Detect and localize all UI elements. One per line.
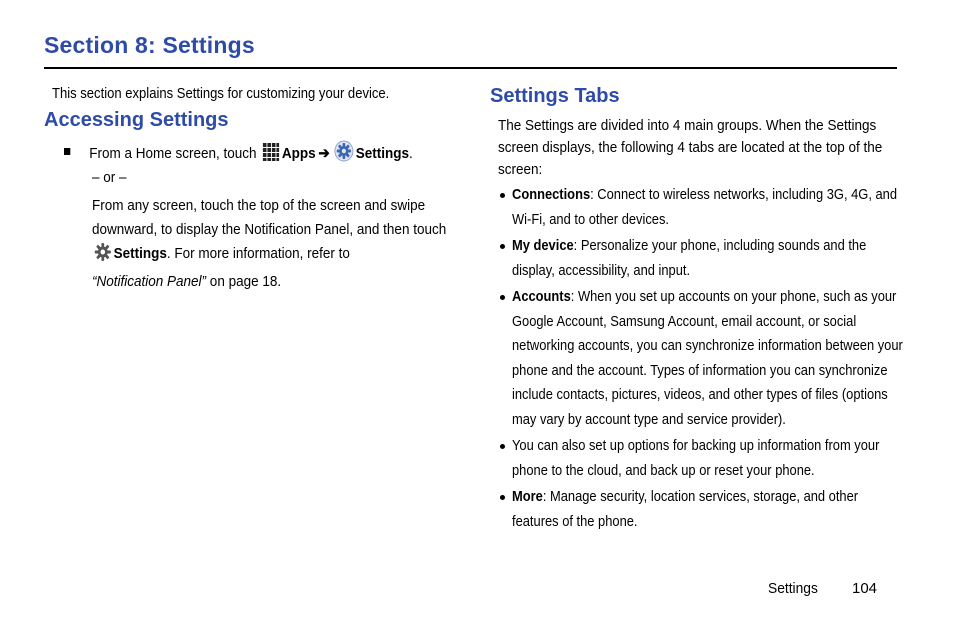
list-item xyxy=(498,285,943,432)
list-item xyxy=(498,434,943,483)
title-divider xyxy=(44,67,897,69)
list-item xyxy=(498,183,943,232)
bullet-dot-icon xyxy=(500,495,505,500)
para-text-2: . For more information, refer to xyxy=(166,245,350,262)
list-item xyxy=(498,485,943,534)
arrow-right-icon: ➔ xyxy=(318,145,330,162)
footer-section-label: Settings xyxy=(768,580,818,597)
heading-settings-tabs: Settings Tabs xyxy=(490,85,620,107)
item-term: My device xyxy=(512,237,574,254)
bullet-dot-icon xyxy=(500,444,505,449)
item-text: : Connect to wireless networks, including 3G, 4G, and Wi-Fi, and to other devices. xyxy=(512,186,898,228)
section-intro: This section explains Settings for customizing your device. xyxy=(52,86,390,102)
item-text: You can also set up options for backing up information from your phone to the cloud, and back up or reset your phone. xyxy=(512,437,880,479)
settings-gear-blue-icon xyxy=(334,140,354,170)
tabs-intro: The Settings are divided into 4 main groups. When the Settings screen displays, the following 4 tabs are located at the top of the screen: xyxy=(498,117,883,178)
item-text: : Manage security, location services, storage, and other features of the phone. xyxy=(512,488,859,530)
item-text: : Personalize your phone, including sounds and the display, accessibility, and input. xyxy=(512,237,867,279)
notification-panel-link[interactable]: “Notification Panel” xyxy=(92,273,207,290)
heading-accessing-settings: Accessing Settings xyxy=(44,109,229,131)
section-title: Section 8: Settings xyxy=(44,32,255,58)
or-separator: – or – xyxy=(92,169,127,186)
accessing-paragraph xyxy=(92,194,452,294)
settings-label: Settings xyxy=(355,145,410,162)
apps-grid-icon xyxy=(262,142,280,170)
page-number: 104 xyxy=(852,580,878,597)
bullet-dot-icon xyxy=(500,244,505,249)
bullet-suffix: . xyxy=(409,145,413,162)
item-term: More xyxy=(512,488,543,505)
settings-gear-icon xyxy=(94,242,112,270)
para-text-1: From any screen, touch the top of the screen and swipe downward, to display the Notification Panel, and then touch xyxy=(92,197,447,238)
bullet-dot-icon xyxy=(500,295,505,300)
item-term: Connections xyxy=(512,186,591,203)
bullet-dot-icon xyxy=(500,193,505,198)
tabs-list xyxy=(498,183,943,534)
para-settings-label: Settings xyxy=(113,245,167,262)
apps-label: Apps xyxy=(281,145,316,162)
item-text: : When you set up accounts on your phone, such as your Google Account, Samsung Account, email account, or social networking accounts, you can synchronize information between your phone and the account. Types of information you can synchronize include contacts, pictures, videos, and other types of files (options may vary by account type and service provider). xyxy=(512,288,903,428)
list-item xyxy=(498,234,943,283)
square-bullet-icon xyxy=(64,148,70,155)
para-text-3: on page 18. xyxy=(206,273,282,290)
bullet-prefix: From a Home screen, touch xyxy=(89,145,257,162)
item-term: Accounts xyxy=(512,288,571,305)
